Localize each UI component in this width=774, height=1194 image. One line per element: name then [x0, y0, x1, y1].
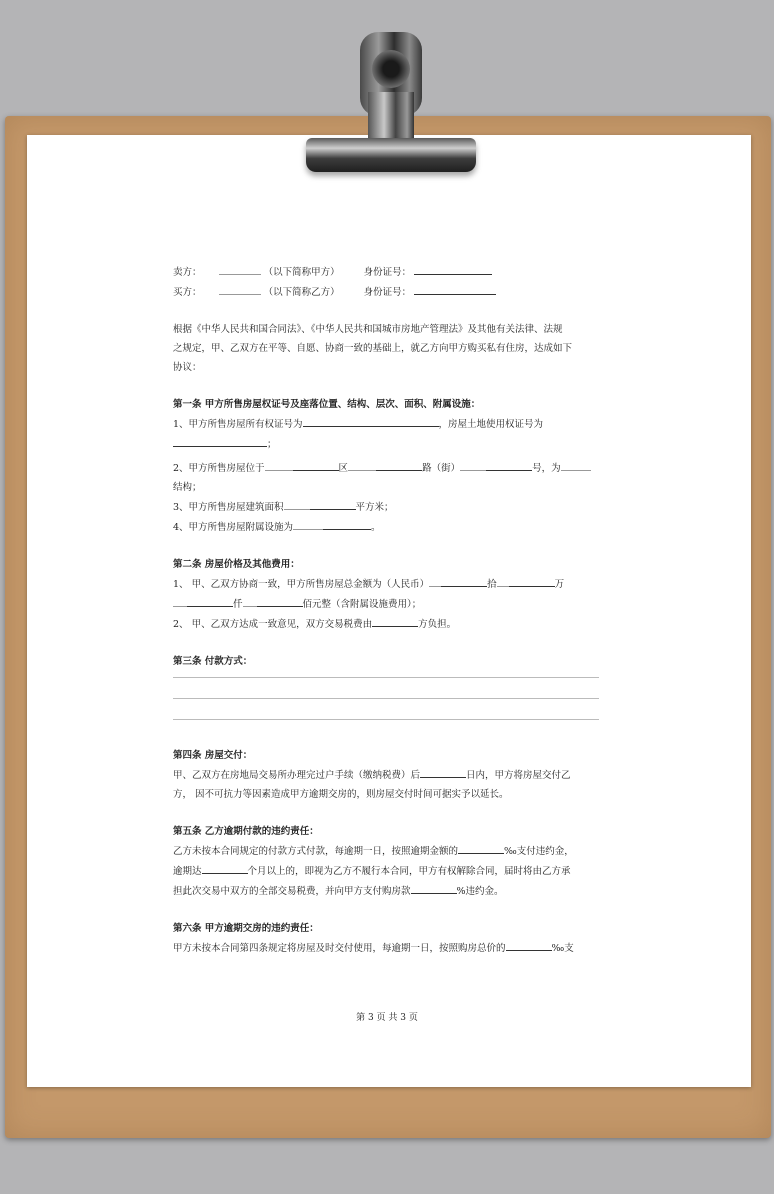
seller-line: 卖方： （以下简称甲方） 身份证号：: [173, 262, 603, 282]
floor-area-blank[interactable]: [310, 497, 356, 510]
tax-party-blank[interactable]: [372, 614, 418, 627]
payment-line-3[interactable]: [173, 699, 599, 720]
number-blank[interactable]: [486, 458, 532, 471]
clip-neck: [368, 92, 414, 142]
delivery-days-blank[interactable]: [420, 765, 466, 778]
penalty-percent-blank[interactable]: [411, 881, 457, 894]
overdue-months-blank[interactable]: [202, 861, 248, 874]
article-2-heading: 第二条 房屋价格及其他费用：: [173, 559, 300, 570]
price-wan-blank[interactable]: [509, 574, 555, 587]
road-blank[interactable]: [376, 458, 422, 471]
buyer-line: 买方： （以下简称乙方） 身份证号：: [173, 282, 603, 302]
article-1-item-4: 4、甲方所售房屋附属设施为 。: [173, 517, 603, 537]
page-number: 第 3 页 共 3 页: [356, 1013, 418, 1023]
title-deed-blank[interactable]: [303, 414, 439, 427]
clip-base: [306, 138, 476, 172]
article-4-line-2: 方， 因不可抗力等因素造成甲方逾期交房的，则房屋交付时间可据实予以延长。: [173, 789, 509, 800]
article-5-line-3: 担此次交易中双方的全部交易税费，并向甲方支付购房款 %违约金。: [173, 881, 603, 901]
buyer-name-blank[interactable]: [219, 282, 261, 295]
preamble-line-3: 协议：: [173, 362, 202, 373]
article-5-heading: 第五条 乙方逾期付款的违约责任：: [173, 826, 319, 837]
article-1-item-1-cont: ；: [173, 434, 603, 454]
structure-blank[interactable]: [561, 458, 591, 471]
article-5-line-2: 逾期达 个月以上的，即视为乙方不履行本合同，甲方有权解除合同，届时将由乙方承: [173, 861, 603, 881]
article-1-heading: 第一条 甲方所售房屋权证号及座落位置、结构、层次、面积、附属设施：: [173, 399, 481, 410]
article-4-heading: 第四条 房屋交付：: [173, 750, 253, 761]
article-1-item-3: 3、甲方所售房屋建筑面积 平方米；: [173, 497, 603, 517]
price-shi-blank[interactable]: [441, 574, 487, 587]
seller-name-blank[interactable]: [219, 262, 261, 275]
article-2-item-2: 2、 甲、乙双方达成一致意见，双方交易税费由 方负担。: [173, 614, 603, 634]
seller-id-blank[interactable]: [414, 262, 492, 275]
late-delivery-rate-blank[interactable]: [506, 938, 552, 951]
article-6-line-1: 甲方未按本合同第四条规定将房屋及时交付使用，每逾期一日，按照购房总价的 ‰支: [173, 938, 603, 958]
article-3-heading: 第三条 付款方式：: [173, 656, 253, 667]
article-2-item-1: 1、 甲、乙双方协商一致，甲方所售房屋总金额为（人民币） 拾 万: [173, 574, 603, 594]
article-2-item-1-cont: 仟 佰元整（含附属设施费用）；: [173, 594, 603, 614]
article-4-line-1: 甲、乙双方在房地局交易所办理完过户手续（缴纳税费）后 日内，甲方将房屋交付乙: [173, 765, 603, 785]
article-6-heading: 第六条 甲方逾期交房的违约责任：: [173, 923, 319, 934]
payment-line-2[interactable]: [173, 678, 599, 699]
payment-line-1[interactable]: [173, 671, 599, 678]
clip-hole: [372, 50, 410, 88]
price-bai-blank[interactable]: [257, 594, 303, 607]
district-blank[interactable]: [293, 458, 339, 471]
preamble-line-2: 之规定，甲、乙双方在平等、自愿、协商一致的基础上，就乙方向甲方购买私有住房，达成如下: [173, 343, 573, 354]
article-1-item-2-cont: 结构；: [173, 482, 202, 493]
article-5-line-1: 乙方未按本合同规定的付款方式付款，每逾期一日，按照逾期金额的 ‰支付违约金，: [173, 841, 603, 861]
article-1-item-1: 1、甲方所售房屋所有权证号为 ，房屋土地使用权证号为: [173, 414, 603, 434]
article-1-item-2: 2、甲方所售房屋位于 区 路（街） 号，为: [173, 458, 603, 478]
land-use-cert-blank[interactable]: [173, 434, 267, 447]
preamble-line-1: 根据《中华人民共和国合同法》、《中华人民共和国城市房地产管理法》及其他有关法律、法规: [173, 324, 563, 335]
late-payment-rate-blank[interactable]: [458, 841, 504, 854]
facilities-blank[interactable]: [323, 517, 371, 530]
contract-body: [173, 262, 603, 958]
price-qian-blank[interactable]: [187, 594, 233, 607]
buyer-id-blank[interactable]: [414, 282, 496, 295]
